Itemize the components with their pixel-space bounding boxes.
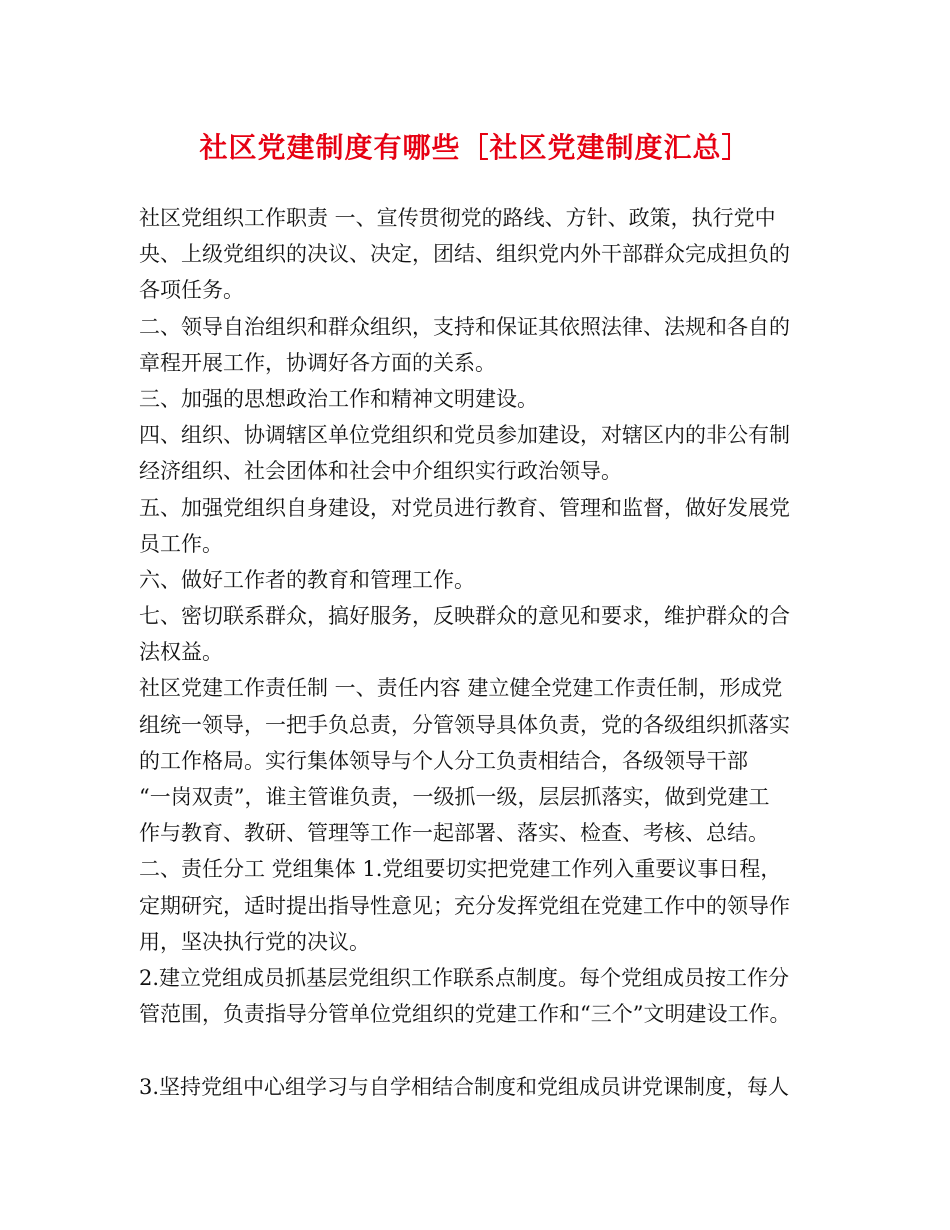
body-line: 员工作。 xyxy=(139,531,223,556)
body-line: 央、上级党组织的决议、决定，团结、组织党内外干部群众完成担负的 xyxy=(139,242,790,267)
body-line: 七、密切联系群众，搞好服务，反映群众的意见和要求，维护群众的合 xyxy=(139,604,790,629)
blank-line xyxy=(139,1032,829,1068)
body-line: 法权益。 xyxy=(139,640,223,665)
body-line: 作与教育、教研、管理等工作一起部署、落实、检查、考核、总结。 xyxy=(139,821,769,846)
body-line: 章程开展工作，协调好各方面的关系。 xyxy=(139,350,496,375)
body-line: 管范围，负责指导分管单位党组织的党建工作和“三个”文明建设工作。 xyxy=(139,1002,791,1027)
body-line: 六、做好工作者的教育和管理工作。 xyxy=(139,567,475,592)
body-line: 二、责任分工 党组集体 1.党组要切实把党建工作列入重要议事日程， xyxy=(139,857,782,882)
body-line: 社区党组织工作职责 一、宣传贯彻党的路线、方针、政策，执行党中 xyxy=(139,206,776,230)
body-line: “一岗双责”，谁主管谁负责，一级抓一级，层层抓落实，做到党建工 xyxy=(139,785,770,809)
body-line: 用，坚决执行党的决议。 xyxy=(139,929,370,954)
body-line: 经济组织、社会团体和社会中介组织实行政治领导。 xyxy=(139,459,622,484)
body-line: 社区党建工作责任制 一、责任内容 建立健全党建工作责任制，形成党 xyxy=(139,676,783,701)
body-line: 四、组织、协调辖区单位党组织和党员参加建设，对辖区内的非公有制 xyxy=(139,423,790,448)
body-line: 的工作格局。实行集体领导与个人分工负责相结合，各级领导干部 xyxy=(139,748,748,773)
body-line: 二、领导自治组织和群众组织，支持和保证其依照法律、法规和各自的 xyxy=(139,314,790,339)
body-line: 定期研究，适时提出指导性意见；充分发挥党组在党建工作中的领导作 xyxy=(139,893,790,918)
body-line: 2.建立党组成员抓基层党组织工作联系点制度。每个党组成员按工作分 xyxy=(139,965,790,990)
body-line: 组统一领导，一把手负总责，分管领导具体负责，党的各级组织抓落实 xyxy=(139,712,790,737)
body-line: 各项任务。 xyxy=(139,278,244,303)
body-line: 3.坚持党组中心组学习与自学相结合制度和党组成员讲党课制度，每人 xyxy=(139,1074,790,1099)
body-line: 三、加强的思想政治工作和精神文明建设。 xyxy=(139,386,538,411)
document-body xyxy=(139,200,829,1105)
document-title: 社区党建制度有哪些［社区党建制度汇总］ xyxy=(199,131,751,164)
body-line: 五、加强党组织自身建设，对党员进行教育、管理和监督，做好发展党 xyxy=(139,495,790,520)
